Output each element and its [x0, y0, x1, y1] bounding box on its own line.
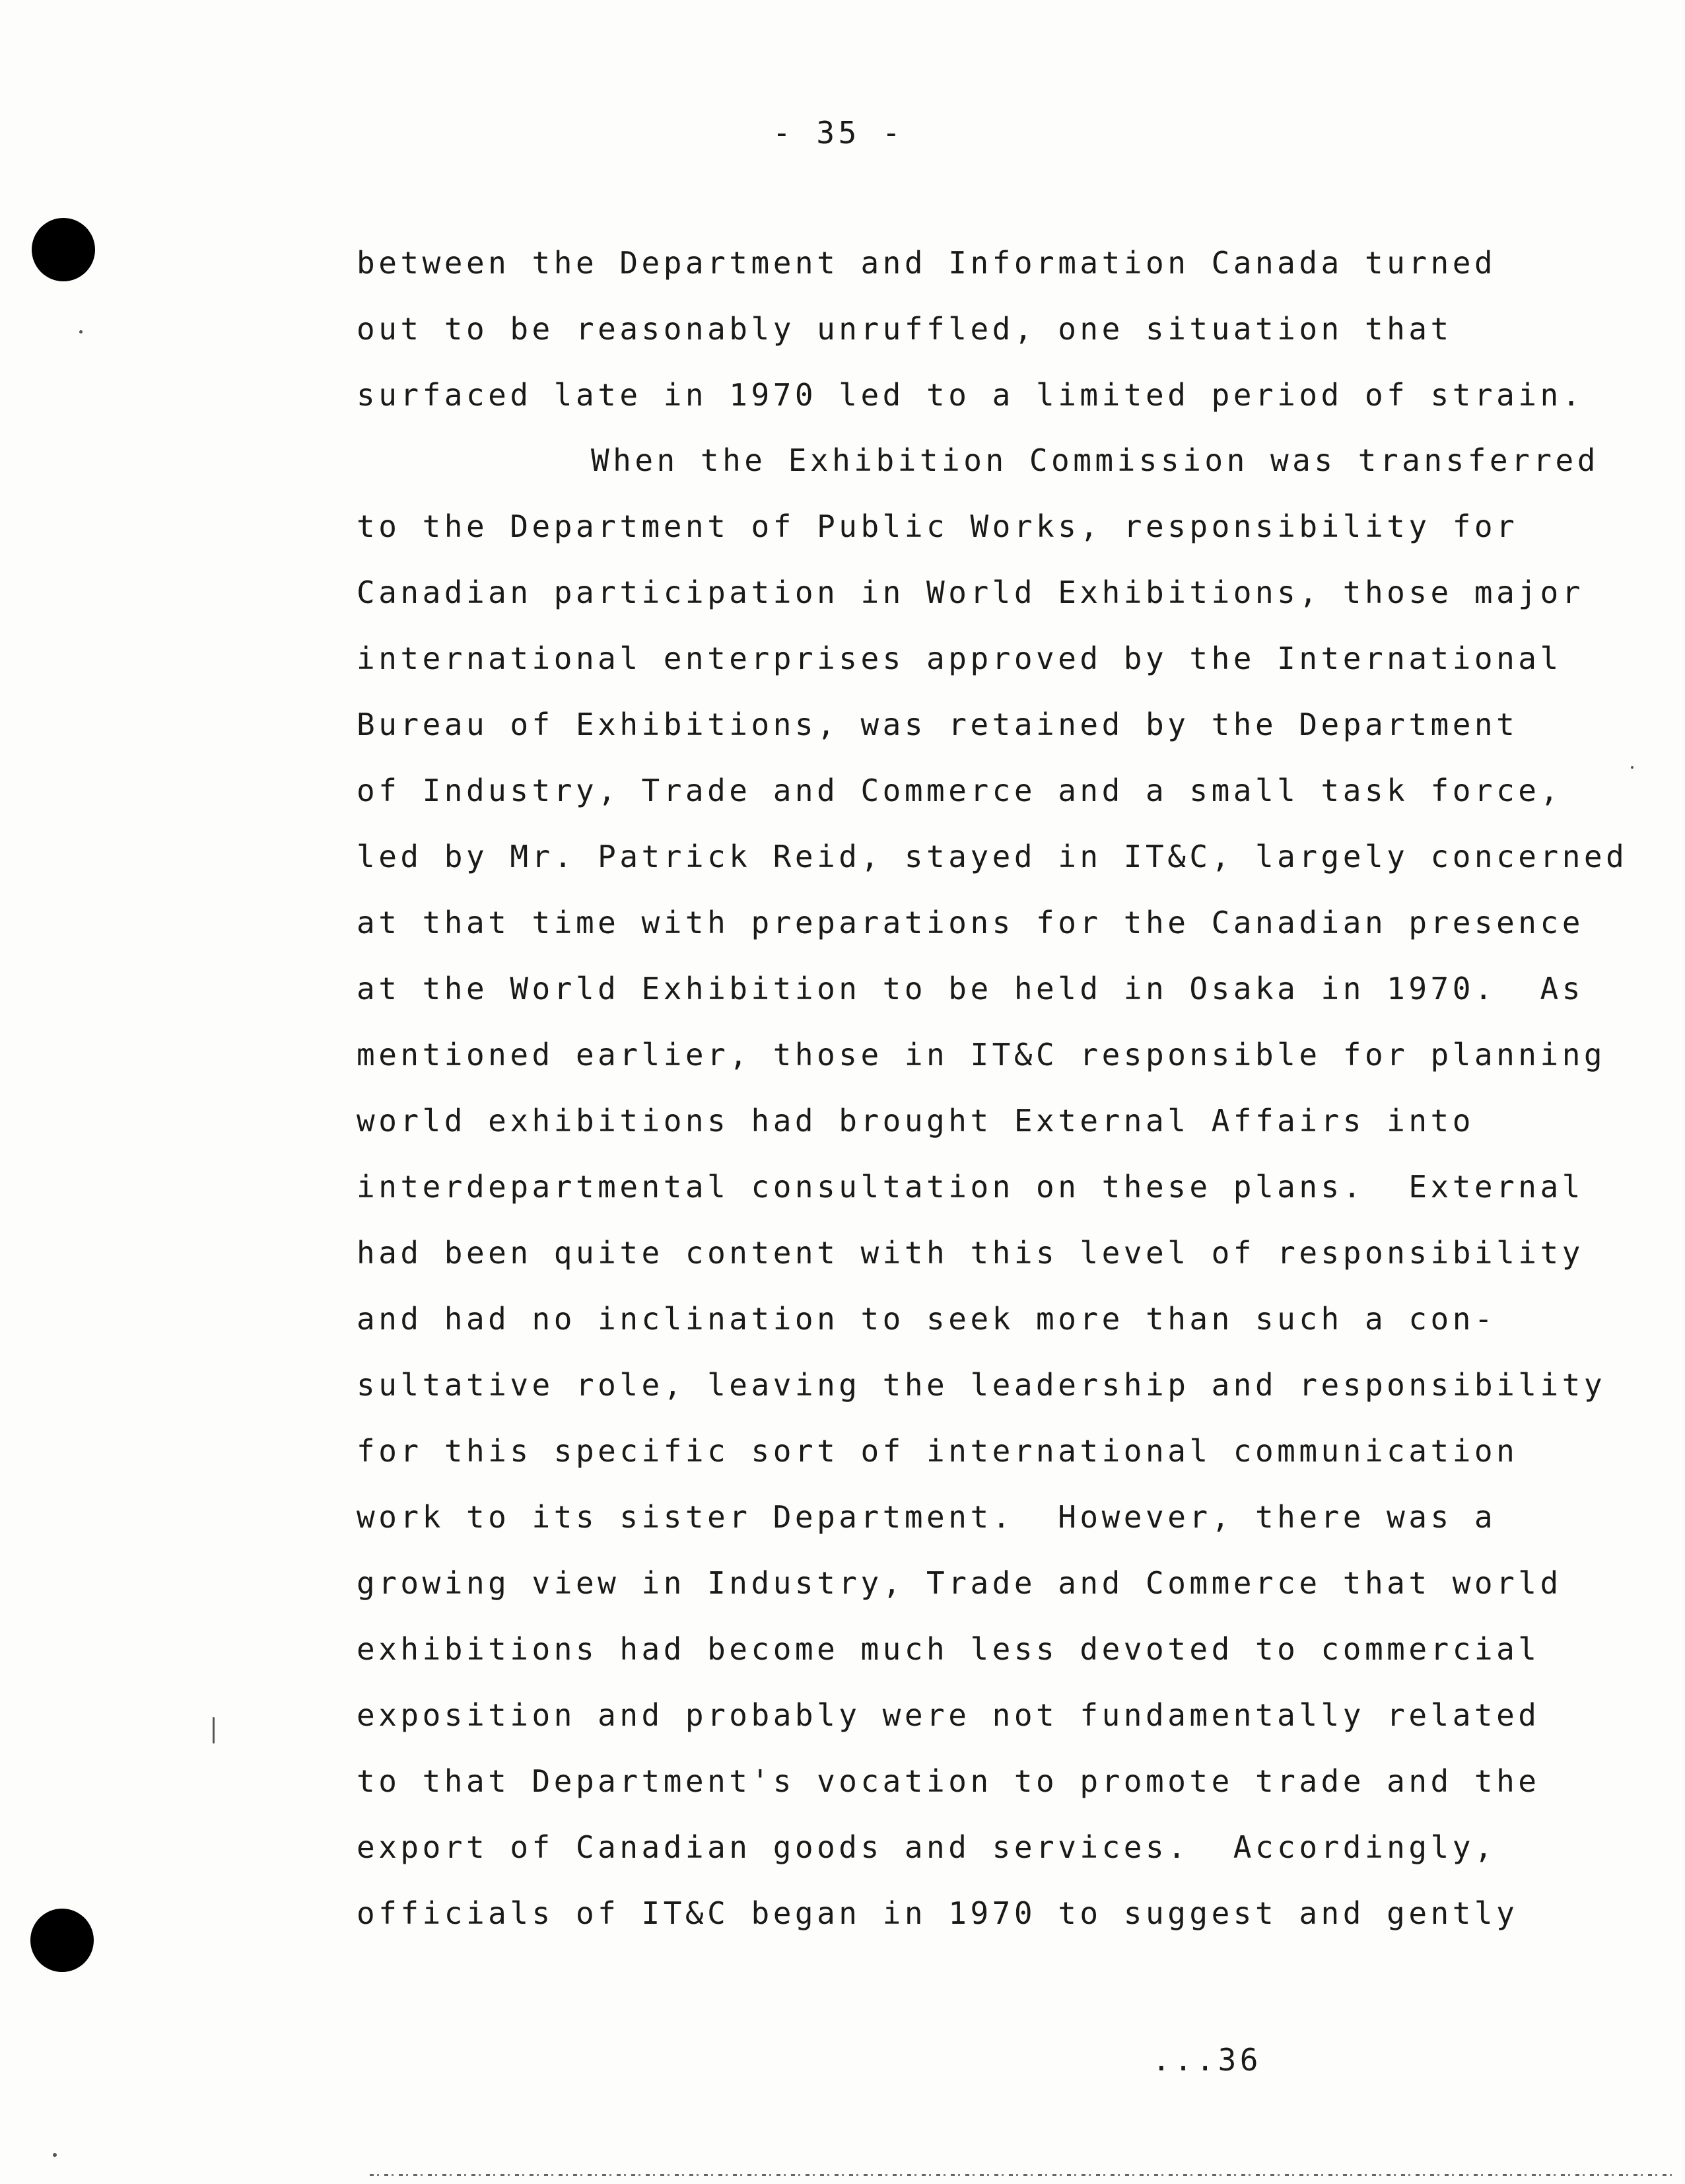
body-line: world exhibitions had brought External Affairs into	[357, 1103, 1474, 1139]
body-line: international enterprises approved by the International	[357, 641, 1562, 676]
continuation-marker: ...36	[1152, 2042, 1262, 2078]
body-line: exhibitions had become much less devoted to commercial	[357, 1631, 1540, 1667]
body-line: officials of IT&C began in 1970 to suggest and gently	[357, 1895, 1519, 1931]
body-line: to that Department's vocation to promote trade and the	[357, 1763, 1540, 1799]
body-line: at the World Exhibition to be held in Osaka in 1970. As	[357, 971, 1584, 1006]
scan-speck	[213, 1717, 215, 1744]
body-line: Canadian participation in World Exhibitions, those major	[357, 575, 1584, 610]
page-number: - 35 -	[773, 115, 905, 151]
body-line: out to be reasonably unruffled, one situation that	[357, 311, 1453, 347]
body-line: Bureau of Exhibitions, was retained by the Department	[357, 707, 1519, 742]
body-line: mentioned earlier, those in IT&C responsible for planning	[357, 1037, 1606, 1073]
body-line: to the Department of Public Works, responsibility for	[357, 509, 1519, 544]
body-line: had been quite content with this level of responsibility	[357, 1235, 1584, 1271]
scan-edge-artifact	[370, 2174, 1677, 2176]
body-line: for this specific sort of international communication	[357, 1433, 1519, 1469]
scan-speck	[1631, 766, 1633, 769]
body-line: surfaced late in 1970 led to a limited period of strain.	[357, 377, 1584, 413]
punch-hole-bottom	[30, 1909, 94, 1972]
body-line: growing view in Industry, Trade and Commerce that world	[357, 1565, 1562, 1601]
body-line: interdepartmental consultation on these plans. External	[357, 1169, 1584, 1205]
body-line: When the Exhibition Commission was transferred	[372, 442, 1599, 478]
body-line: export of Canadian goods and services. Accordingly,	[357, 1829, 1497, 1865]
body-line: between the Department and Information Canada turned	[357, 245, 1497, 281]
body-line: of Industry, Trade and Commerce and a small task force,	[357, 773, 1562, 808]
body-line: sultative role, leaving the leadership and responsibility	[357, 1367, 1606, 1403]
body-line: exposition and probably were not fundamentally related	[357, 1697, 1540, 1733]
scan-speck	[79, 330, 83, 334]
scan-speck	[53, 2153, 57, 2157]
body-line: and had no inclination to seek more than such a con-	[357, 1301, 1497, 1337]
body-line: at that time with preparations for the Canadian presence	[357, 905, 1584, 940]
punch-hole-top	[32, 218, 95, 281]
body-line: led by Mr. Patrick Reid, stayed in IT&C, largely concerned	[357, 839, 1628, 874]
body-line: work to its sister Department. However, there was a	[357, 1499, 1497, 1535]
